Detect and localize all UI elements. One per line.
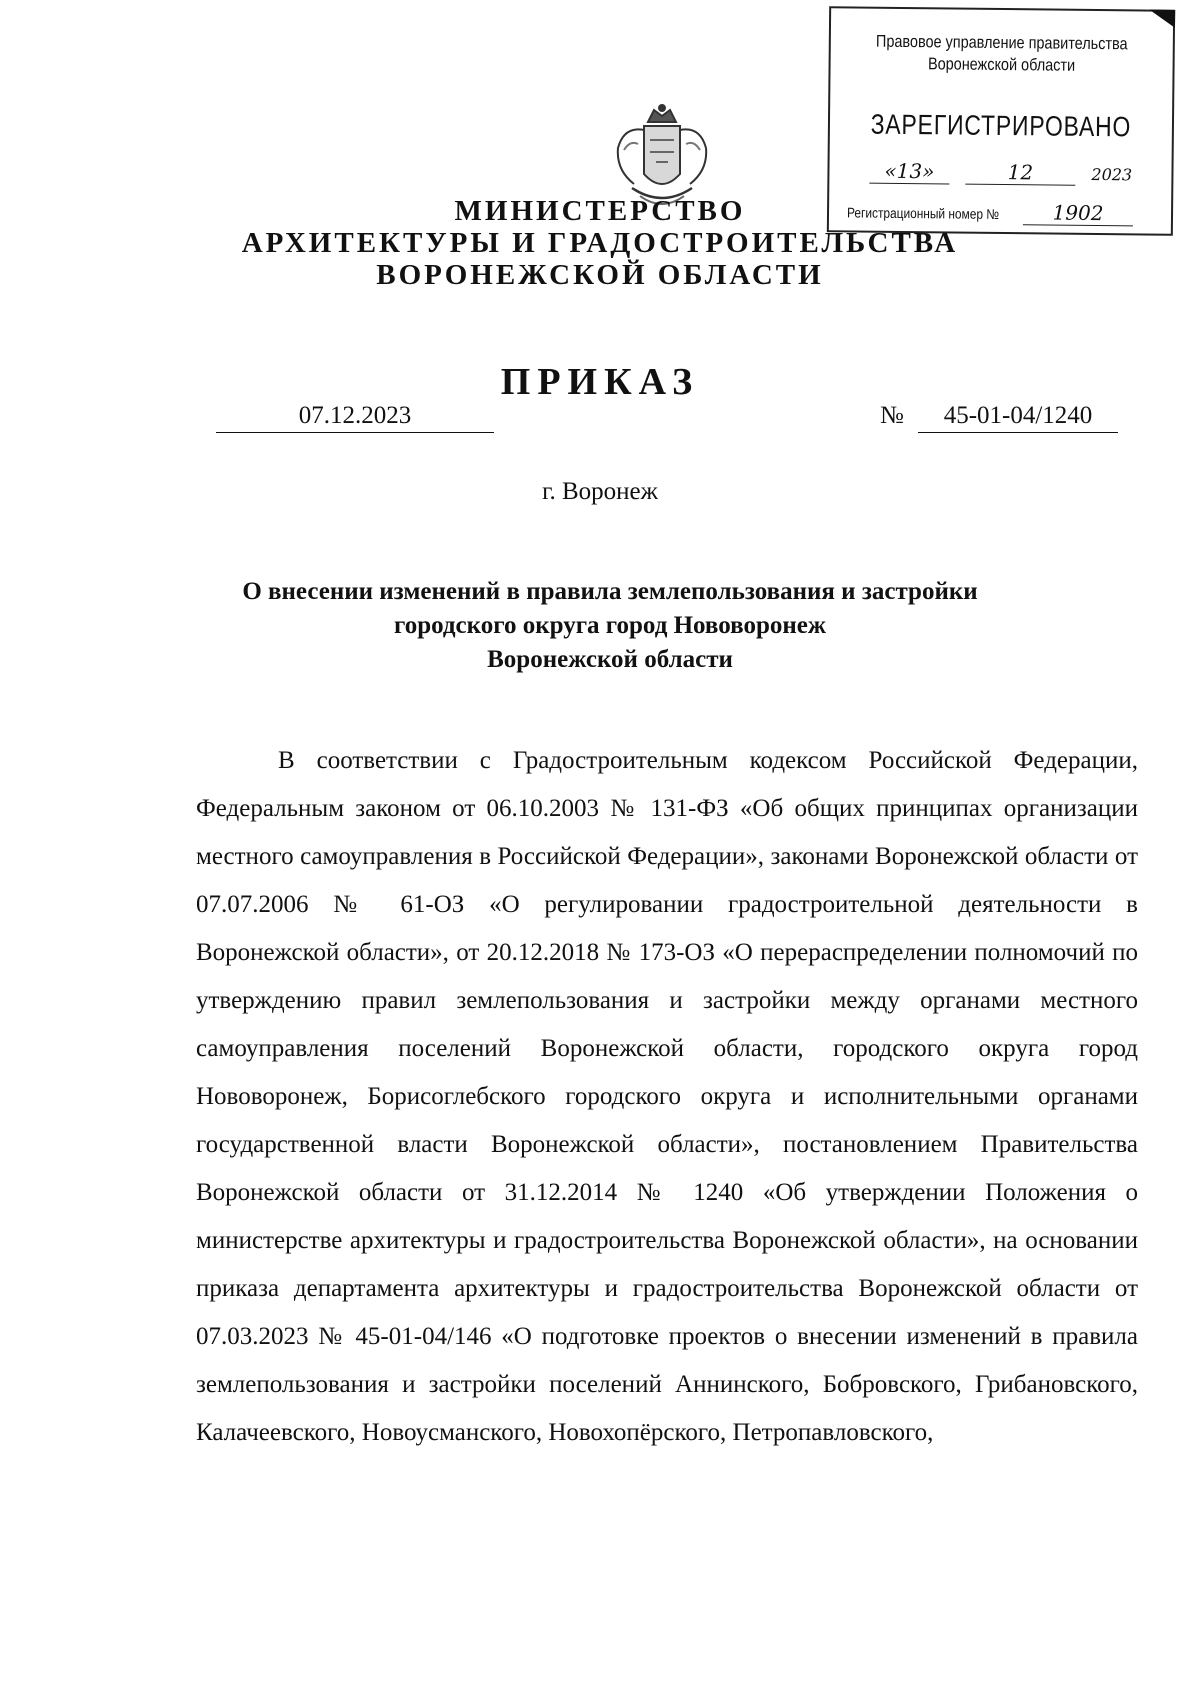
subject-line2: городского округа город Нововоронеж — [394, 612, 826, 639]
stamp-reg-label: Регистрационный номер № — [846, 204, 1000, 222]
stamp-status: ЗАРЕГИСТРИРОВАНО — [870, 108, 1132, 143]
stamp-month: 12 — [965, 160, 1075, 186]
stamp-org-line2: Воронежской области — [927, 54, 1076, 75]
ministry-name-line3: ВОРОНЕЖСКОЙ ОБЛАСТИ — [376, 259, 824, 291]
stamp-day: «13» — [869, 159, 949, 185]
document-date: 07.12.2023 — [216, 402, 494, 433]
document-subject — [150, 575, 1070, 677]
ministry-name-line1: МИНИСТЕРСТВО — [454, 195, 746, 227]
stamp-corner-mark — [1149, 10, 1175, 28]
stamp-organization — [856, 30, 1147, 77]
document-number-label: № — [880, 402, 904, 429]
document-number: 45-01-04/1240 — [918, 402, 1118, 433]
stamp-org-line1: Правовое управление правительства — [875, 31, 1128, 54]
document-type-title: ПРИКАЗ — [500, 361, 700, 403]
stamp-reg-number: 1902 — [1023, 200, 1133, 226]
ministry-name-line2: АРХИТЕКТУРЫ И ГРАДОСТРОИТЕЛЬСТВА — [241, 227, 959, 259]
document-city: г. Воронеж — [542, 478, 658, 505]
stamp-year: 2023 — [1091, 164, 1133, 185]
subject-line3: Воронежской области — [487, 646, 733, 673]
stamp-date — [869, 159, 1161, 192]
subject-line1: О внесении изменений в правила землепользования и застройки — [242, 578, 978, 605]
body-paragraph: В соответствии с Градостроительным кодексом Российской Федерации, Федеральным законом от 06.10.2003 № 131-ФЗ «Об общих принципах организации местного самоуправления в Российской Федерации», законами Воронежской области от 07.07.2006 № 61-ОЗ «О регулировании градостроительной деятельности в Воронежской области», от 20.12.2018 № 173-ОЗ «О перераспределении полномочий по утверждению правил землепользования и застройки между органами местного самоуправления поселений Воронежской области, городского округа город Нововоронеж, Борисоглебского городского округа и исполнительными органами государственной власти Воронежской области», постановлением Правительства Воронежской области от 31.12.2014 № 1240 «Об утверждении Положения о министерстве архитектуры и градостроительства Воронежской области», на основании приказа департамента архитектуры и градостроительства Воронежской области от 07.03.2023 № 45-01-04/146 «О подготовке проектов о внесении изменений в правила землепользования и застройки поселений Аннинского, Бобровского, Грибановского, Калачеевского, Новоусманского, Новохопёрского, Петропавловского, — [196, 747, 1138, 1446]
